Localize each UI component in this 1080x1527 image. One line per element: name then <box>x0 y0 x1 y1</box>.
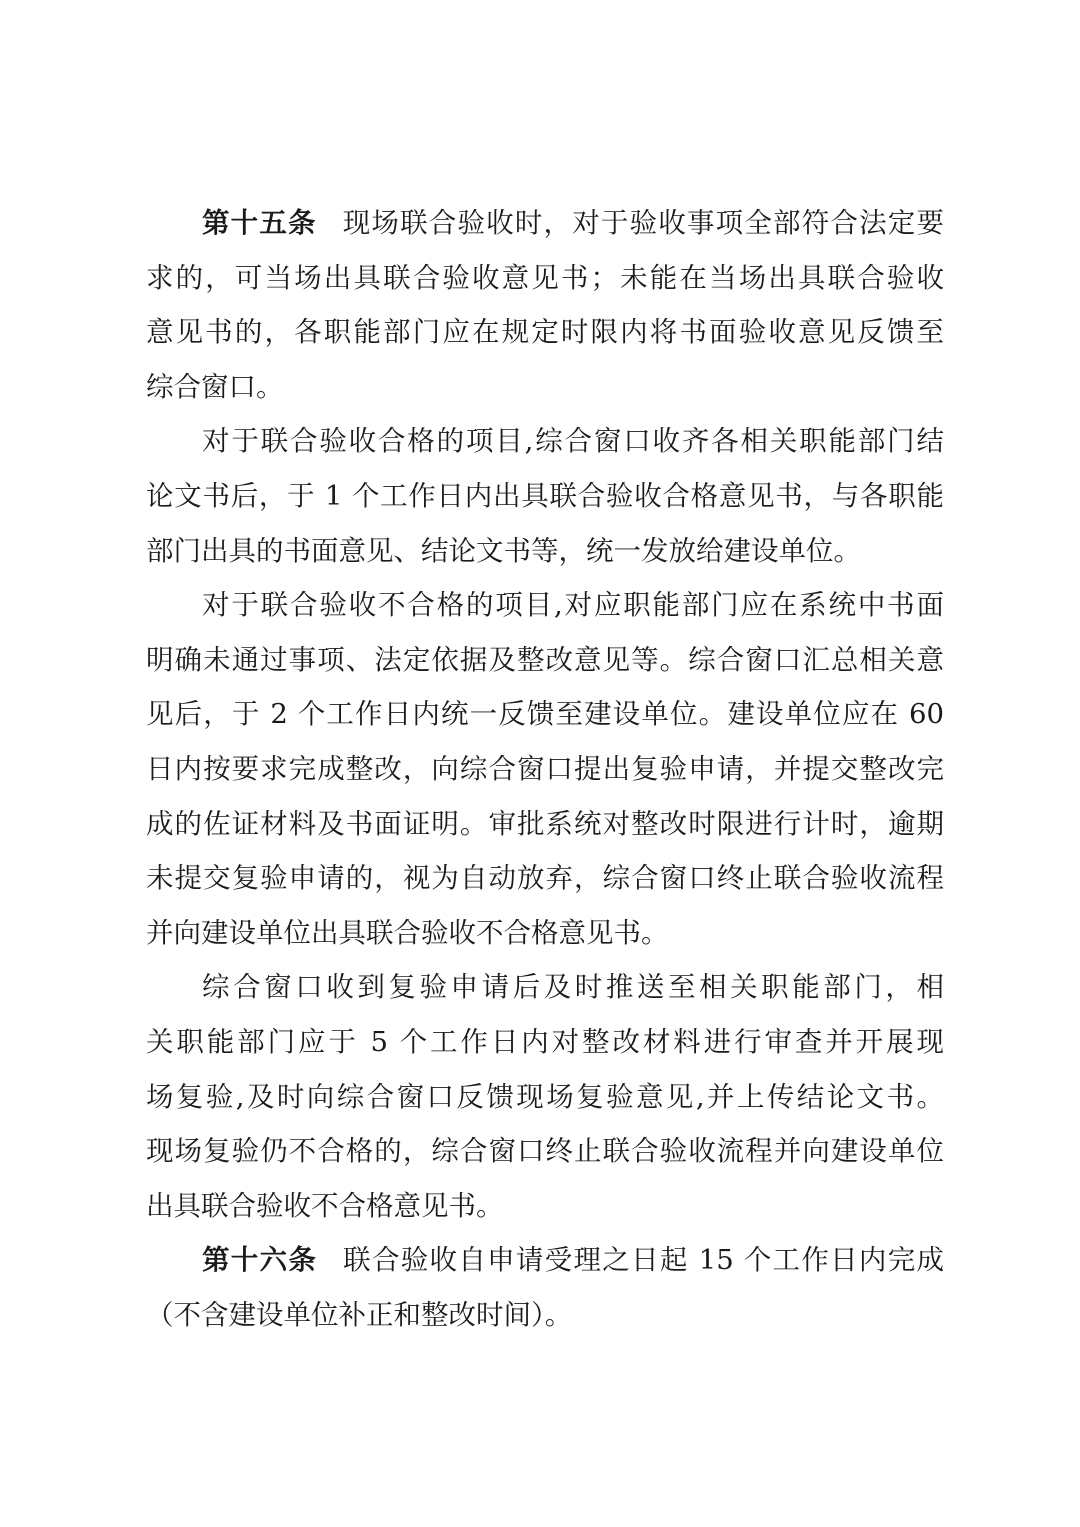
paragraph-text: 现场联合验收时，对于验收事项全部符合法定要 <box>342 207 944 239</box>
article-15-heading: 第十五条 <box>202 207 317 239</box>
article-16-heading: 第十六条 <box>202 1244 318 1277</box>
paragraph-line: 综合窗口收到复验申请后及时推送至相关职能部门，相 <box>202 971 944 1004</box>
paragraph-line: 部门出具的书面意见、结论文书等，统一发放给建设单位。 <box>146 534 861 567</box>
paragraph-line: 现场复验仍不合格的，综合窗口终止联合验收流程并向建设单位 <box>146 1135 944 1168</box>
paragraph-line: 意见书的，各职能部门应在规定时限内将书面验收意见反馈至 <box>146 316 944 349</box>
paragraph-line: （不含建设单位补正和整改时间）。 <box>146 1298 573 1331</box>
paragraph-line: 对于联合验收合格的项目,综合窗口收齐各相关职能部门结 <box>202 425 944 458</box>
paragraph-line: 未提交复验申请的，视为自动放弃，综合窗口终止联合验收流程 <box>146 862 944 895</box>
paragraph-line: 见后，于 2 个工作日内统一反馈至建设单位。建设单位应在 60 <box>146 698 944 731</box>
paragraph-line: 场复验,及时向综合窗口反馈现场复验意见,并上传结论文书。 <box>146 1080 944 1113</box>
paragraph-line: 关职能部门应于 5 个工作日内对整改材料进行审查并开展现 <box>146 1025 944 1058</box>
document-body <box>146 196 944 1342</box>
paragraph-line: 对于联合验收不合格的项目,对应职能部门应在系统中书面 <box>202 589 944 622</box>
paragraph-line: 日内按要求完成整改，向综合窗口提出复验申请，并提交整改完 <box>146 752 944 785</box>
paragraph-line: 出具联合验收不合格意见书。 <box>146 1189 504 1222</box>
paragraph-line: 求的，可当场出具联合验收意见书；未能在当场出具联合验收 <box>146 261 944 294</box>
article-16-line-1 <box>146 1233 944 1288</box>
paragraph-line: 论文书后，于 1 个工作日内出具联合验收合格意见书，与各职能 <box>146 479 944 512</box>
paragraph-line: 并向建设单位出具联合验收不合格意见书。 <box>146 916 669 949</box>
paragraph-line: 综合窗口。 <box>146 370 284 403</box>
article-15-line-1 <box>146 196 944 251</box>
paragraph-text: 联合验收自申请受理之日起 15 个工作日内完成 <box>343 1244 944 1277</box>
paragraph-line: 明确未通过事项、法定依据及整改意见等。综合窗口汇总相关意 <box>146 643 944 676</box>
paragraph-line: 成的佐证材料及书面证明。审批系统对整改时限进行计时，逾期 <box>146 807 944 840</box>
